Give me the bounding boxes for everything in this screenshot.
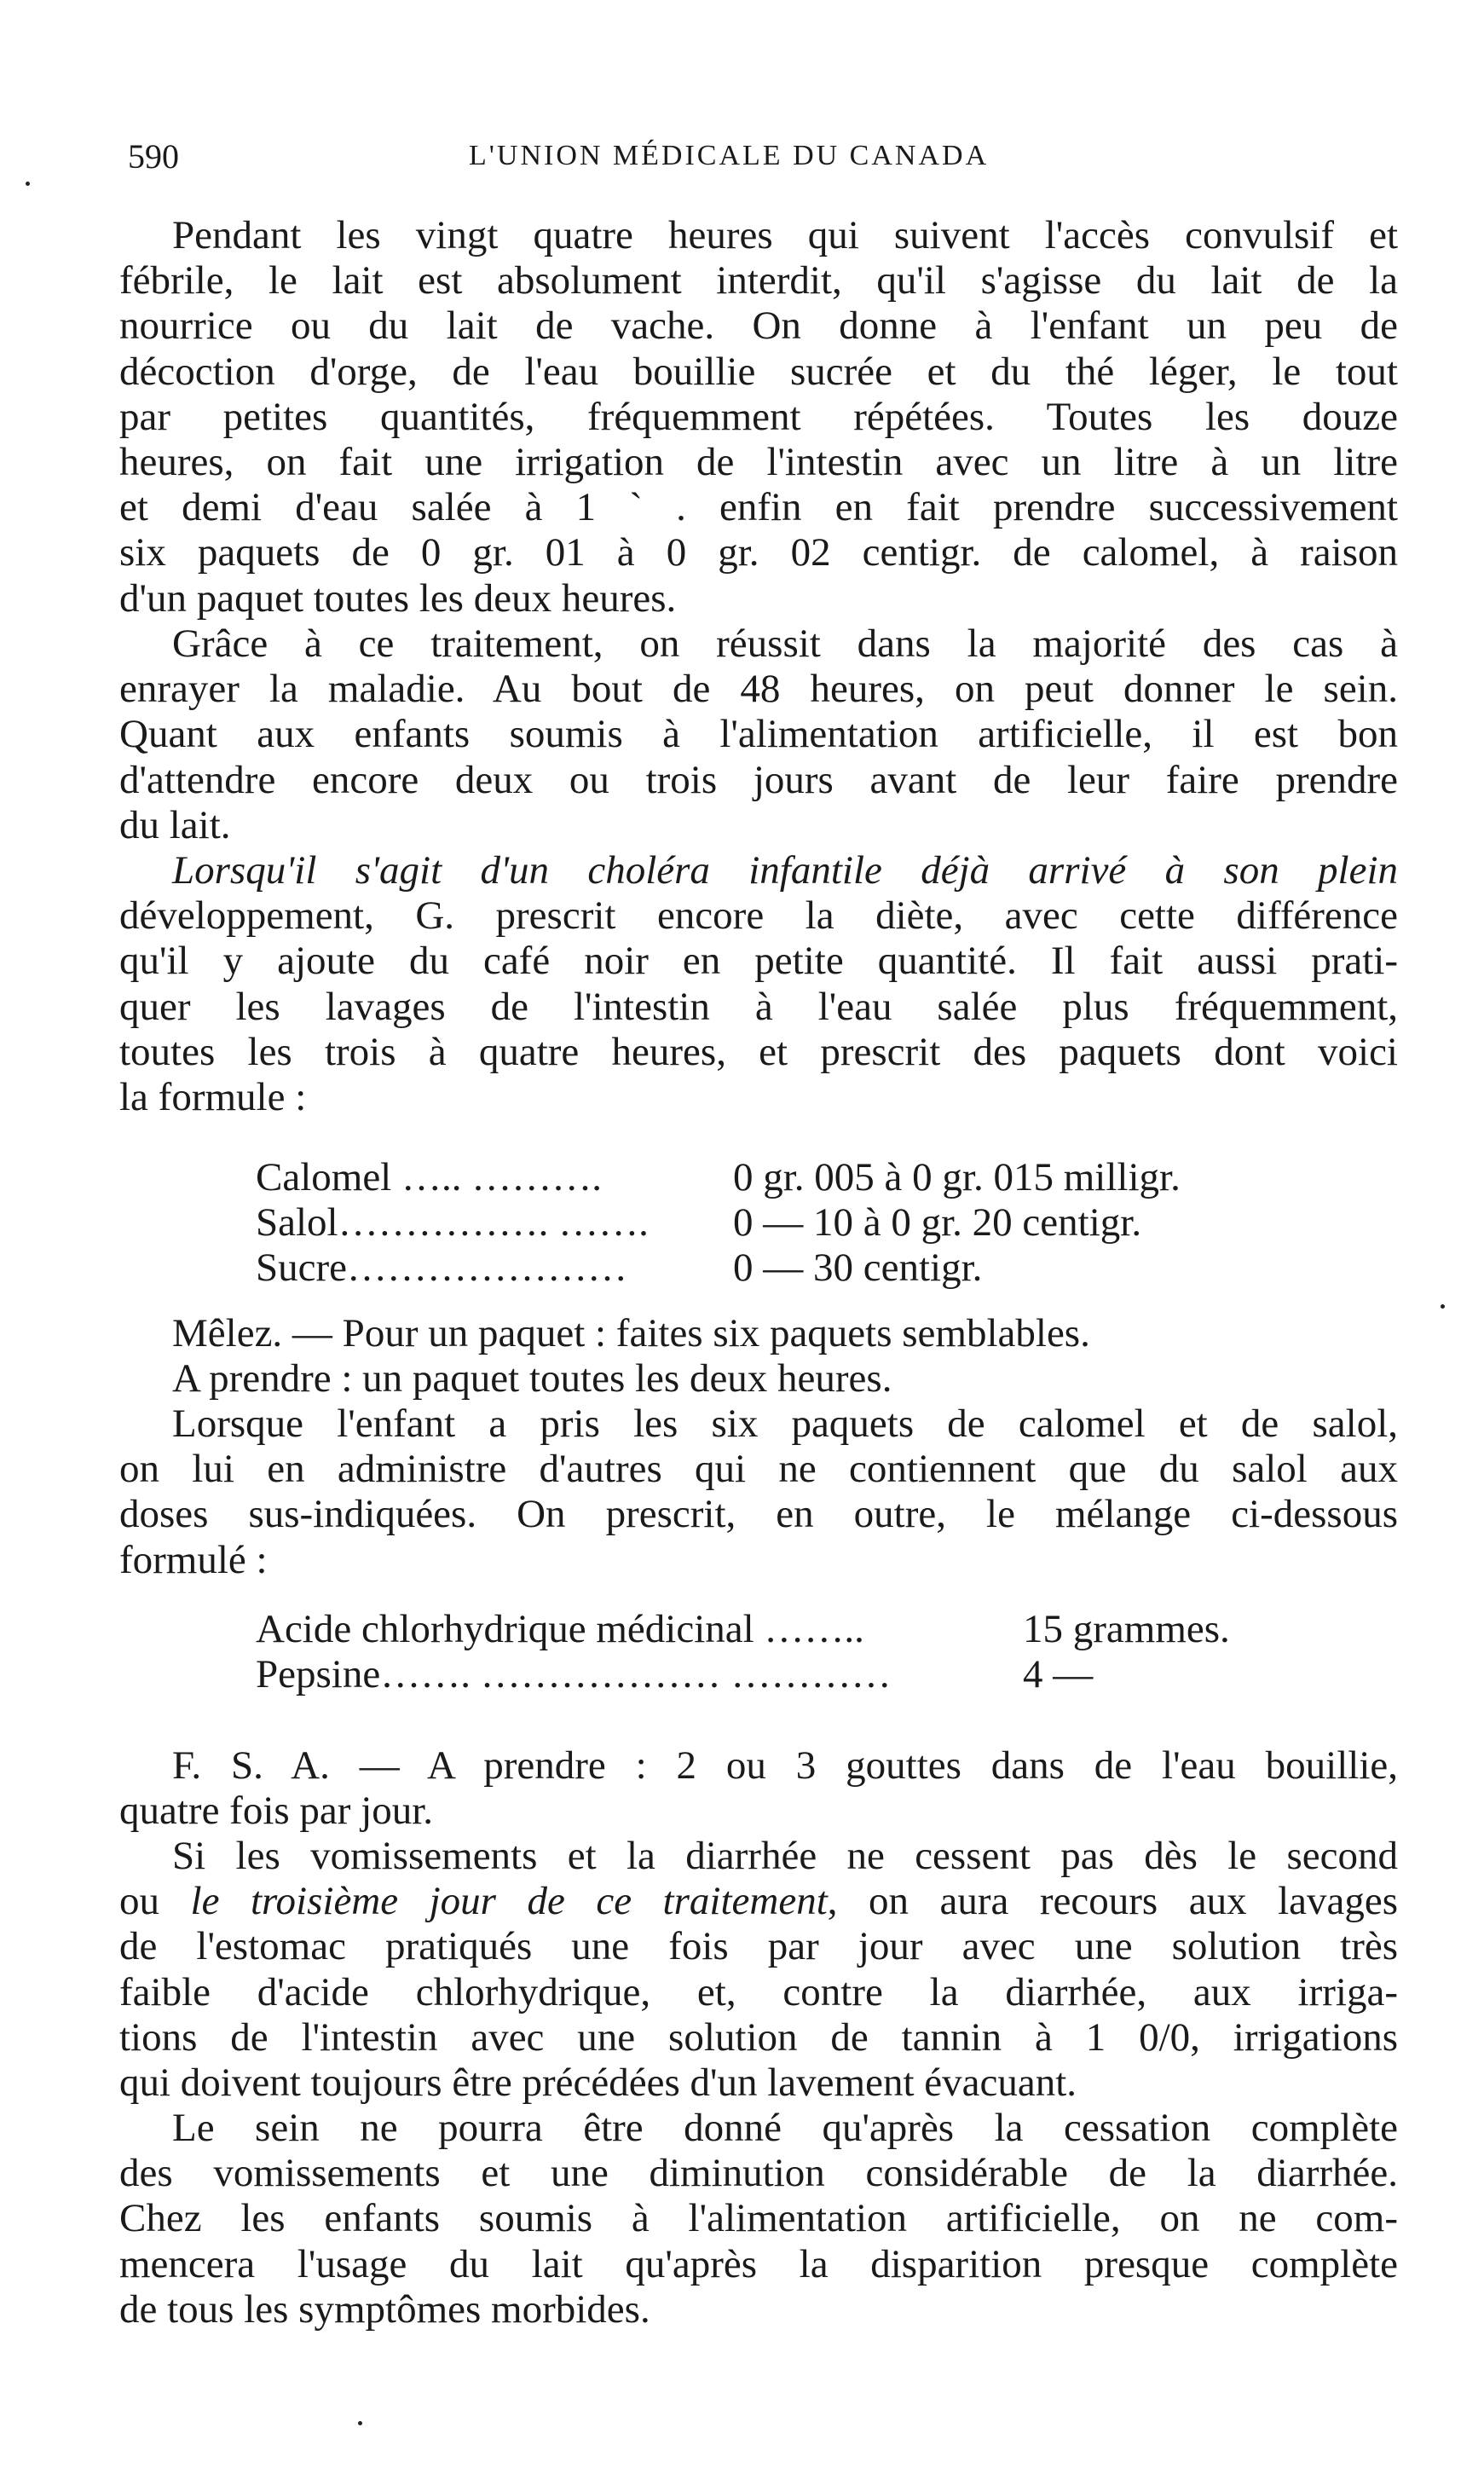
text-line [119,1879,1398,1924]
paragraph-5 [119,1402,1398,1583]
formula-row [256,1652,1364,1697]
ingredient-dose: 0 — 10 à 0 gr. 20 centigr. [733,1200,1142,1245]
text-line: des vomissements et une diminution considérable de la diarrhée. [119,2151,1398,2196]
text-line: formulé : [119,1537,268,1582]
text-line: quatre fois par jour. [119,1789,434,1834]
text-line: et demi d'eau salée à 1 ` . enfin en fait prendre successivement [119,485,1398,530]
ingredient-name: Acide chlorhydrique médicinal …….. [256,1607,864,1651]
formula-row [256,1246,1364,1291]
page-number: 590 [128,137,179,176]
text-line: enrayer la maladie. Au bout de 48 heures, on peut donner le sein. [119,667,1398,712]
paragraph-4 [119,1311,1398,1402]
paragraph-6 [119,1743,1398,1834]
text-line: fébrile, le lait est absolument interdit, qu'il s'agisse du lait de la [119,258,1398,303]
text-fragment: ou [119,1879,191,1924]
text-fragment-italic: le troisième jour de ce traitement [190,1879,828,1924]
text-line: mencera l'usage du lait qu'après la disparition presque complète [119,2241,1398,2286]
stray-mark [1441,1304,1445,1309]
text-line: Mêlez. — Pour un paquet : faites six paquets semblables. [172,1311,1090,1355]
text-line: développement, G. prescrit encore la diète, avec cette différence [119,893,1398,939]
text-line: quer les lavages de l'intestin à l'eau salée plus fréquemment, [119,984,1398,1029]
formula-row [256,1200,1364,1246]
text-line: F. S. A. — A prendre : 2 ou 3 gouttes dans de l'eau bouillie, [172,1743,1398,1788]
prescription-formula-2 [256,1607,1364,1697]
paragraph-1 [119,213,1398,621]
ingredient-dose: 15 grammes. [1023,1607,1230,1651]
stray-mark [26,182,30,186]
paragraph-8 [119,2106,1398,2332]
text-line-italic: Lorsqu'il s'agit d'un choléra infantile déjà arrivé à son plein [172,848,1398,893]
running-title: L'UNION MÉDICALE DU CANADA [469,140,990,171]
text-line: par petites quantités, fréquemment répétées. Toutes les douze [119,394,1398,439]
paragraph-7 [119,1834,1398,2106]
ingredient-name: Calomel ….. ………. [256,1155,602,1199]
ingredient-name: Sucre………………… [256,1246,628,1290]
text-line: on lui en administre d'autres qui ne contiennent que du salol aux [119,1447,1398,1492]
text-line: Lorsque l'enfant a pris les six paquets de calomel et de salol, [172,1402,1398,1446]
text-fragment: , on aura recours aux lavages [827,1879,1399,1924]
ingredient-dose: 4 — [1023,1652,1094,1696]
formula-row [256,1155,1364,1200]
text-line: tions de l'intestin avec une solution de tannin à 1 0/0, irrigations [119,2014,1398,2060]
paragraph-3 [119,848,1398,1120]
text-line: Grâce à ce traitement, on réussit dans la majorité des cas à [172,621,1398,666]
ingredient-name: Pepsine……. ……………… ………… [256,1652,892,1696]
ingredient-name: Salol……………. ……. [256,1200,649,1245]
text-line: qui doivent toujours être précédées d'un lavement évacuant. [119,2060,1077,2106]
text-line: A prendre : un paquet toutes les deux heures. [172,1356,892,1402]
text-line: d'un paquet toutes les deux heures. [119,575,677,621]
text-line: du lait. [119,802,231,847]
text-line: qu'il y ajoute du café noir en petite quantité. Il fait aussi prati- [119,939,1398,984]
text-line: la formule : [119,1075,307,1120]
stray-mark [358,2421,362,2425]
text-line: toutes les trois à quatre heures, et prescrit des paquets dont voici [119,1029,1398,1074]
formula-row [256,1607,1364,1652]
text-line: faible d'acide chlorhydrique, et, contre la diarrhée, aux irriga- [119,1969,1398,2014]
text-line: nourrice ou du lait de vache. On donne à l'enfant un peu de [119,303,1398,349]
text-line: d'attendre encore deux ou trois jours avant de leur faire prendre [119,757,1398,802]
text-line: six paquets de 0 gr. 01 à 0 gr. 02 centigr. de calomel, à raison [119,530,1398,575]
text-line: Si les vomissements et la diarrhée ne cessent pas dès le second [172,1834,1398,1878]
prescription-formula-1 [256,1155,1364,1291]
text-line: Pendant les vingt quatre heures qui suivent l'accès convulsif et [172,213,1398,257]
paragraph-2 [119,621,1398,848]
text-line: heures, on fait une irrigation de l'intestin avec un litre à un litre [119,440,1398,485]
ingredient-dose: 0 — 30 centigr. [733,1246,983,1290]
text-line: décoction d'orge, de l'eau bouillie sucrée et du thé léger, le tout [119,349,1398,394]
text-line: doses sus-indiquées. On prescrit, en outre, le mélange ci-dessous [119,1492,1398,1537]
text-line: de tous les symptômes morbides. [119,2286,650,2332]
text-line: Chez les enfants soumis à l'alimentation artificielle, on ne com- [119,2196,1398,2241]
ingredient-dose: 0 gr. 005 à 0 gr. 015 milligr. [733,1155,1181,1199]
running-header [128,136,1433,188]
text-line: Quant aux enfants soumis à l'alimentation artificielle, il est bon [119,712,1398,757]
text-line: de l'estomac pratiqués une fois par jour avec une solution très [119,1924,1398,1969]
text-line: Le sein ne pourra être donné qu'après la cessation complète [172,2106,1398,2150]
